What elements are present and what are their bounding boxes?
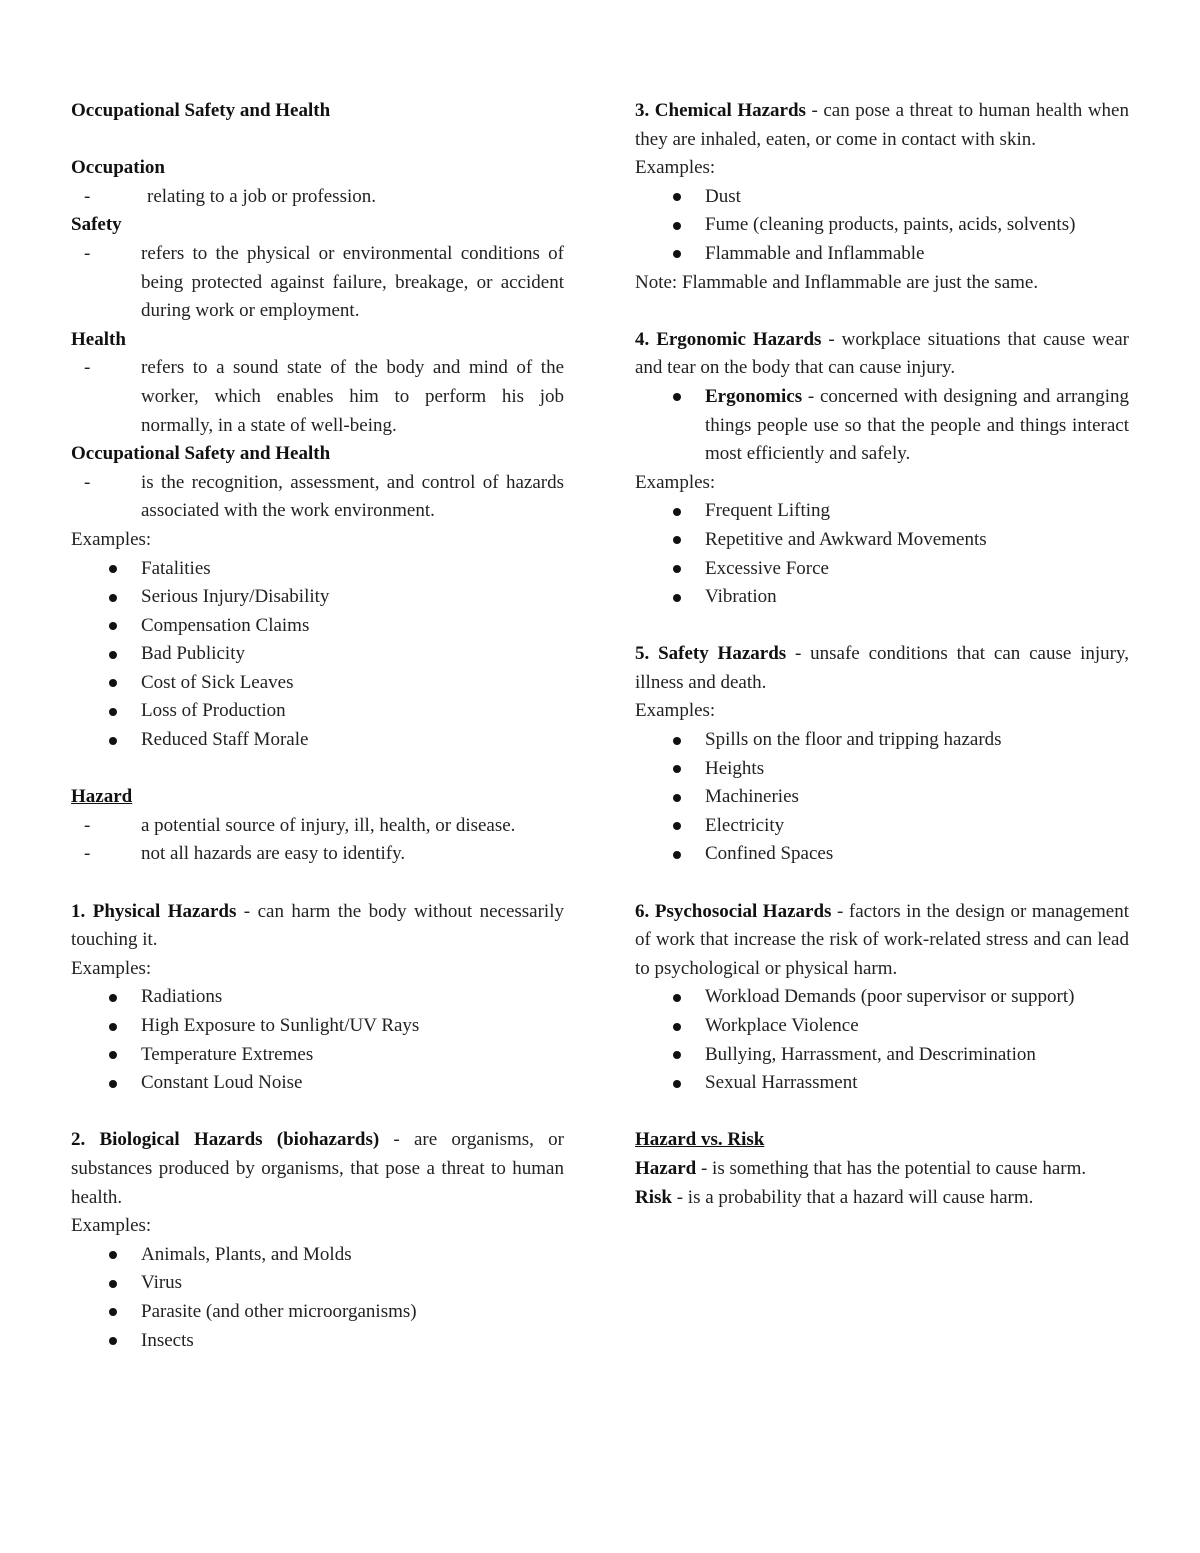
bullet-icon <box>673 250 681 258</box>
ergonomic-hazards-heading: 4. Ergonomic Hazards <box>635 328 822 350</box>
bullet-icon <box>673 222 681 230</box>
definition-item: - is the recognition, assessment, and control of hazards associated with the work environment. <box>84 471 564 522</box>
list-item: Bad Publicity <box>71 640 564 669</box>
ergonomics-term: Ergonomics <box>705 385 803 407</box>
list-item: Machineries <box>635 783 1129 812</box>
definition-item: - not all hazards are easy to identify. <box>84 843 406 865</box>
bullet-icon <box>673 765 681 773</box>
list-item: Heights <box>635 755 1129 784</box>
list-item: Excessive Force <box>635 555 1129 584</box>
bullet-icon <box>673 851 681 859</box>
list-item: Confined Spaces <box>635 840 1129 869</box>
bullet-icon <box>673 794 681 802</box>
term-hazard: Hazard <box>71 786 133 808</box>
list-item: Sexual Harrassment <box>635 1069 1129 1098</box>
examples-label: Examples: <box>71 957 152 979</box>
list-item: Bullying, Harrassment, and Descrimination <box>635 1041 1129 1070</box>
bullet-icon <box>109 1080 117 1088</box>
term-safety: Safety <box>71 214 122 236</box>
bullet-icon <box>673 565 681 573</box>
hazard-definition: Hazard - is something that has the potential to cause harm. <box>635 1157 1087 1179</box>
chemical-note: Note: Flammable and Inflammable are just the same. <box>635 271 1039 293</box>
bullet-icon <box>109 1251 117 1259</box>
bullet-icon <box>673 994 681 1002</box>
bullet-icon <box>109 565 117 573</box>
term-osh: Occupational Safety and Health <box>71 443 331 465</box>
list-item: Constant Loud Noise <box>71 1069 564 1098</box>
list-item: Spills on the floor and tripping hazards <box>635 726 1129 755</box>
bullet-icon <box>109 594 117 602</box>
term-occupation: Occupation <box>71 157 165 179</box>
biological-hazards-paragraph: 2. Biological Hazards (biohazards) - are organisms, or substances produced by organisms, that pose a threat to human health. <box>71 1129 564 1208</box>
bullet-icon <box>673 1023 681 1031</box>
hazard-vs-risk-heading: Hazard vs. Risk <box>635 1129 765 1151</box>
list-item: Ergonomics - concerned with designing and arranging things people use so that the people and things interact most efficiently and safely. <box>635 383 1129 469</box>
examples-label: Examples: <box>635 471 716 493</box>
list-item: Workload Demands (poor supervisor or support) <box>635 983 1129 1012</box>
bullet-icon <box>109 1337 117 1345</box>
bullet-icon <box>109 1308 117 1316</box>
safety-hazards-heading: 5. Safety Hazards <box>635 643 787 665</box>
list-item: Frequent Lifting <box>635 497 1129 526</box>
bullet-icon <box>673 1080 681 1088</box>
term-health: Health <box>71 328 126 350</box>
bullet-icon <box>673 536 681 544</box>
bullet-icon <box>109 708 117 716</box>
psychosocial-hazards-paragraph: 6. Psychosocial Hazards - factors in the design or management of work that increase the risk of work-related stress and can lead to psychological or physical harm. <box>635 900 1129 979</box>
list-item: Repetitive and Awkward Movements <box>635 526 1129 555</box>
definition-item: - refers to the physical or environmental conditions of being protected against failure, breakage, or accident during work or employment. <box>84 242 564 322</box>
list-item: Serious Injury/Disability <box>71 583 564 612</box>
bullet-icon <box>673 193 681 201</box>
bullet-icon <box>109 1023 117 1031</box>
document-title: Occupational Safety and Health <box>71 100 331 121</box>
bullet-icon <box>673 737 681 745</box>
physical-hazards-heading: 1. Physical Hazards <box>71 900 237 922</box>
safety-hazards-paragraph: 5. Safety Hazards - unsafe conditions that can cause injury, illness and death. <box>635 643 1129 693</box>
psychosocial-hazards-heading: 6. Psychosocial Hazards <box>635 900 832 922</box>
bullet-icon <box>673 393 681 401</box>
physical-hazards-paragraph: 1. Physical Hazards - can harm the body without necessarily touching it. <box>71 900 564 951</box>
list-item: Compensation Claims <box>71 612 564 641</box>
list-item: Virus <box>71 1269 564 1298</box>
list-item: Fume (cleaning products, paints, acids, solvents) <box>635 211 1129 240</box>
bullet-icon <box>109 651 117 659</box>
bullet-icon <box>109 994 117 1002</box>
list-item: Radiations <box>71 983 564 1012</box>
list-item: Loss of Production <box>71 697 564 726</box>
list-item: Cost of Sick Leaves <box>71 669 564 698</box>
chemical-hazards-heading: 3. Chemical Hazards <box>635 100 806 121</box>
definition-item: - refers to a sound state of the body and mind of the worker, which enables him to perform his job normally, in a state of well-being. <box>84 357 564 436</box>
bullet-icon <box>673 822 681 830</box>
list-item: Parasite (and other microorganisms) <box>71 1298 564 1327</box>
bullet-icon <box>109 737 117 745</box>
right-column <box>635 97 1129 1212</box>
list-item: Animals, Plants, and Molds <box>71 1241 564 1270</box>
list-item: Electricity <box>635 812 1129 841</box>
bullet-icon <box>673 594 681 602</box>
list-item: Workplace Violence <box>635 1012 1129 1041</box>
list-item: Reduced Staff Morale <box>71 726 564 755</box>
bullet-icon <box>673 508 681 516</box>
list-item: High Exposure to Sunlight/UV Rays <box>71 1012 564 1041</box>
examples-label: Examples: <box>635 700 716 722</box>
list-item: Insects <box>71 1327 564 1356</box>
examples-label: Examples: <box>71 1215 152 1237</box>
definition-item: - relating to a job or profession. <box>84 185 377 207</box>
left-column <box>71 97 564 1355</box>
list-item: Flammable and Inflammable <box>635 240 1129 269</box>
definition-item: - a potential source of injury, ill, health, or disease. <box>84 814 516 836</box>
chemical-hazards-paragraph: 3. Chemical Hazards - can pose a threat to human health when they are inhaled, eaten, or come in contact with skin. <box>635 100 1129 150</box>
list-item: Fatalities <box>71 555 564 584</box>
bullet-icon <box>109 679 117 687</box>
bullet-icon <box>109 1051 117 1059</box>
list-item: Vibration <box>635 583 1129 612</box>
risk-definition: Risk - is a probability that a hazard will cause harm. <box>635 1186 1034 1208</box>
list-item: Temperature Extremes <box>71 1041 564 1070</box>
list-item: Dust <box>635 183 1129 212</box>
examples-label: Examples: <box>635 157 716 179</box>
ergonomic-hazards-paragraph: 4. Ergonomic Hazards - workplace situations that cause wear and tear on the body that can cause injury. <box>635 328 1129 379</box>
examples-label: Examples: <box>71 528 152 550</box>
bullet-icon <box>673 1051 681 1059</box>
bullet-icon <box>109 622 117 630</box>
biological-hazards-heading: 2. Biological Hazards (biohazards) <box>71 1129 380 1151</box>
bullet-icon <box>109 1280 117 1288</box>
